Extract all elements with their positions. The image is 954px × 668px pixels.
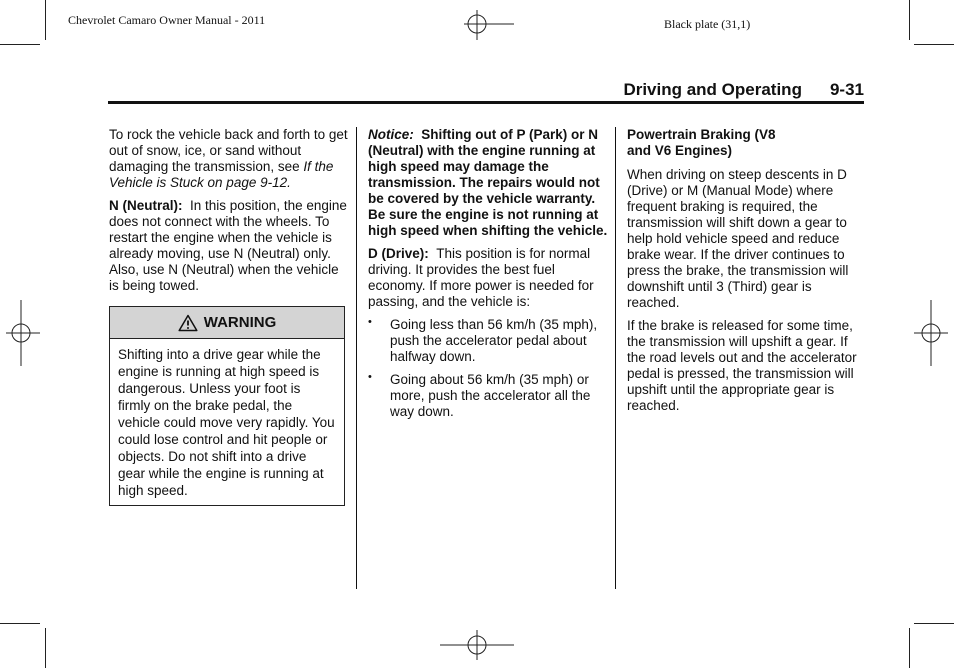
column-divider [356, 127, 357, 589]
warning-header [110, 307, 344, 339]
crop-mark [0, 44, 40, 45]
neutral-term: N (Neutral): [109, 198, 183, 213]
plate-label: Black plate (31,1) [664, 17, 751, 31]
column-1 [109, 127, 349, 506]
registration-target-bottom [440, 630, 514, 660]
warning-box [109, 306, 345, 506]
warning-label: WARNING [203, 313, 277, 331]
crop-mark [914, 623, 954, 624]
bullet-text: Going less than 56 km/h (35 mph), push the accelerator pedal about halfway down. [390, 317, 598, 364]
page-number: 9-31 [829, 80, 864, 99]
section-title: Driving and Operating [623, 80, 802, 99]
crop-mark [909, 628, 910, 668]
warning-text: Shifting into a drive gear while the engine is running at high speed is dangerous. Unless your foot is firmly on the brake pedal, the vehicle could move very rapidly. You could lose control and hit people or objects. Do not shift into a drive gear while the engine is running at high speed. [118, 347, 335, 498]
registration-target-left [6, 300, 40, 366]
notice-label: Notice: [368, 127, 414, 142]
column-3 [627, 127, 865, 421]
column-2 [368, 127, 608, 427]
crop-mark [45, 0, 46, 40]
list-item [368, 372, 608, 420]
manual-title: Chevrolet Camaro Owner Manual - 2011 [68, 13, 266, 27]
column-divider [615, 127, 616, 589]
list-item [368, 317, 608, 365]
crop-mark [45, 628, 46, 668]
powertrain-paragraph-1: When driving on steep descents in D (Drive) or M (Manual Mode) where frequent braking is required, the transmission will shift down a gear to help hold vehicle speed and reduce brake wear. If the driver continues to press the brake, the transmission will downshift until 3 (Third) gear is reached. [627, 167, 849, 310]
powertrain-heading: Powertrain Braking (V8 and V6 Engines) [627, 127, 776, 158]
registration-target-right [914, 300, 948, 366]
header-rule [108, 101, 864, 104]
neutral-paragraph [109, 198, 349, 294]
drive-text: This position is for normal driving. It provides the best fuel economy. If more power is needed for passing, and the vehicle is: [368, 246, 594, 309]
drive-term: D (Drive): [368, 246, 429, 261]
notice-text: Shifting out of P (Park) or N (Neutral) with the engine running at high speed may damage the transmission. The repairs would not be covered by the vehicle warranty. Be sure the engine is not running at high speed when shifting the vehicle. [368, 127, 608, 238]
stuck-vehicle-reference[interactable]: If the Vehicle is Stuck on page 9-12. [109, 159, 334, 190]
bullet-text: Going about 56 km/h (35 mph) or more, push the accelerator all the way down. [390, 372, 591, 419]
drive-paragraph [368, 246, 608, 310]
neutral-text: In this position, the engine does not connect with the wheels. To restart the engine when the vehicle is already moving, use N (Neutral) only. Also, use N (Neutral) when the vehicle is being towed. [109, 198, 347, 293]
crop-mark [909, 0, 910, 40]
crop-mark [0, 623, 40, 624]
rocking-text: To rock the vehicle back and forth to get out of snow, ice, or sand without damaging the transmission, see [109, 127, 348, 174]
crop-mark [914, 44, 954, 45]
rocking-paragraph [109, 127, 349, 191]
notice-paragraph [368, 127, 608, 239]
warning-triangle-icon [178, 314, 198, 332]
registration-target-top [464, 10, 514, 40]
running-head [108, 80, 864, 100]
bullet-icon: • [368, 371, 372, 383]
bullet-icon: • [368, 316, 372, 328]
powertrain-paragraph-2: If the brake is released for some time, the transmission will upshift a gear. If the road levels out and the accelerator pedal is pressed, the transmission will upshift until the appropriate gear is reached. [627, 318, 857, 413]
